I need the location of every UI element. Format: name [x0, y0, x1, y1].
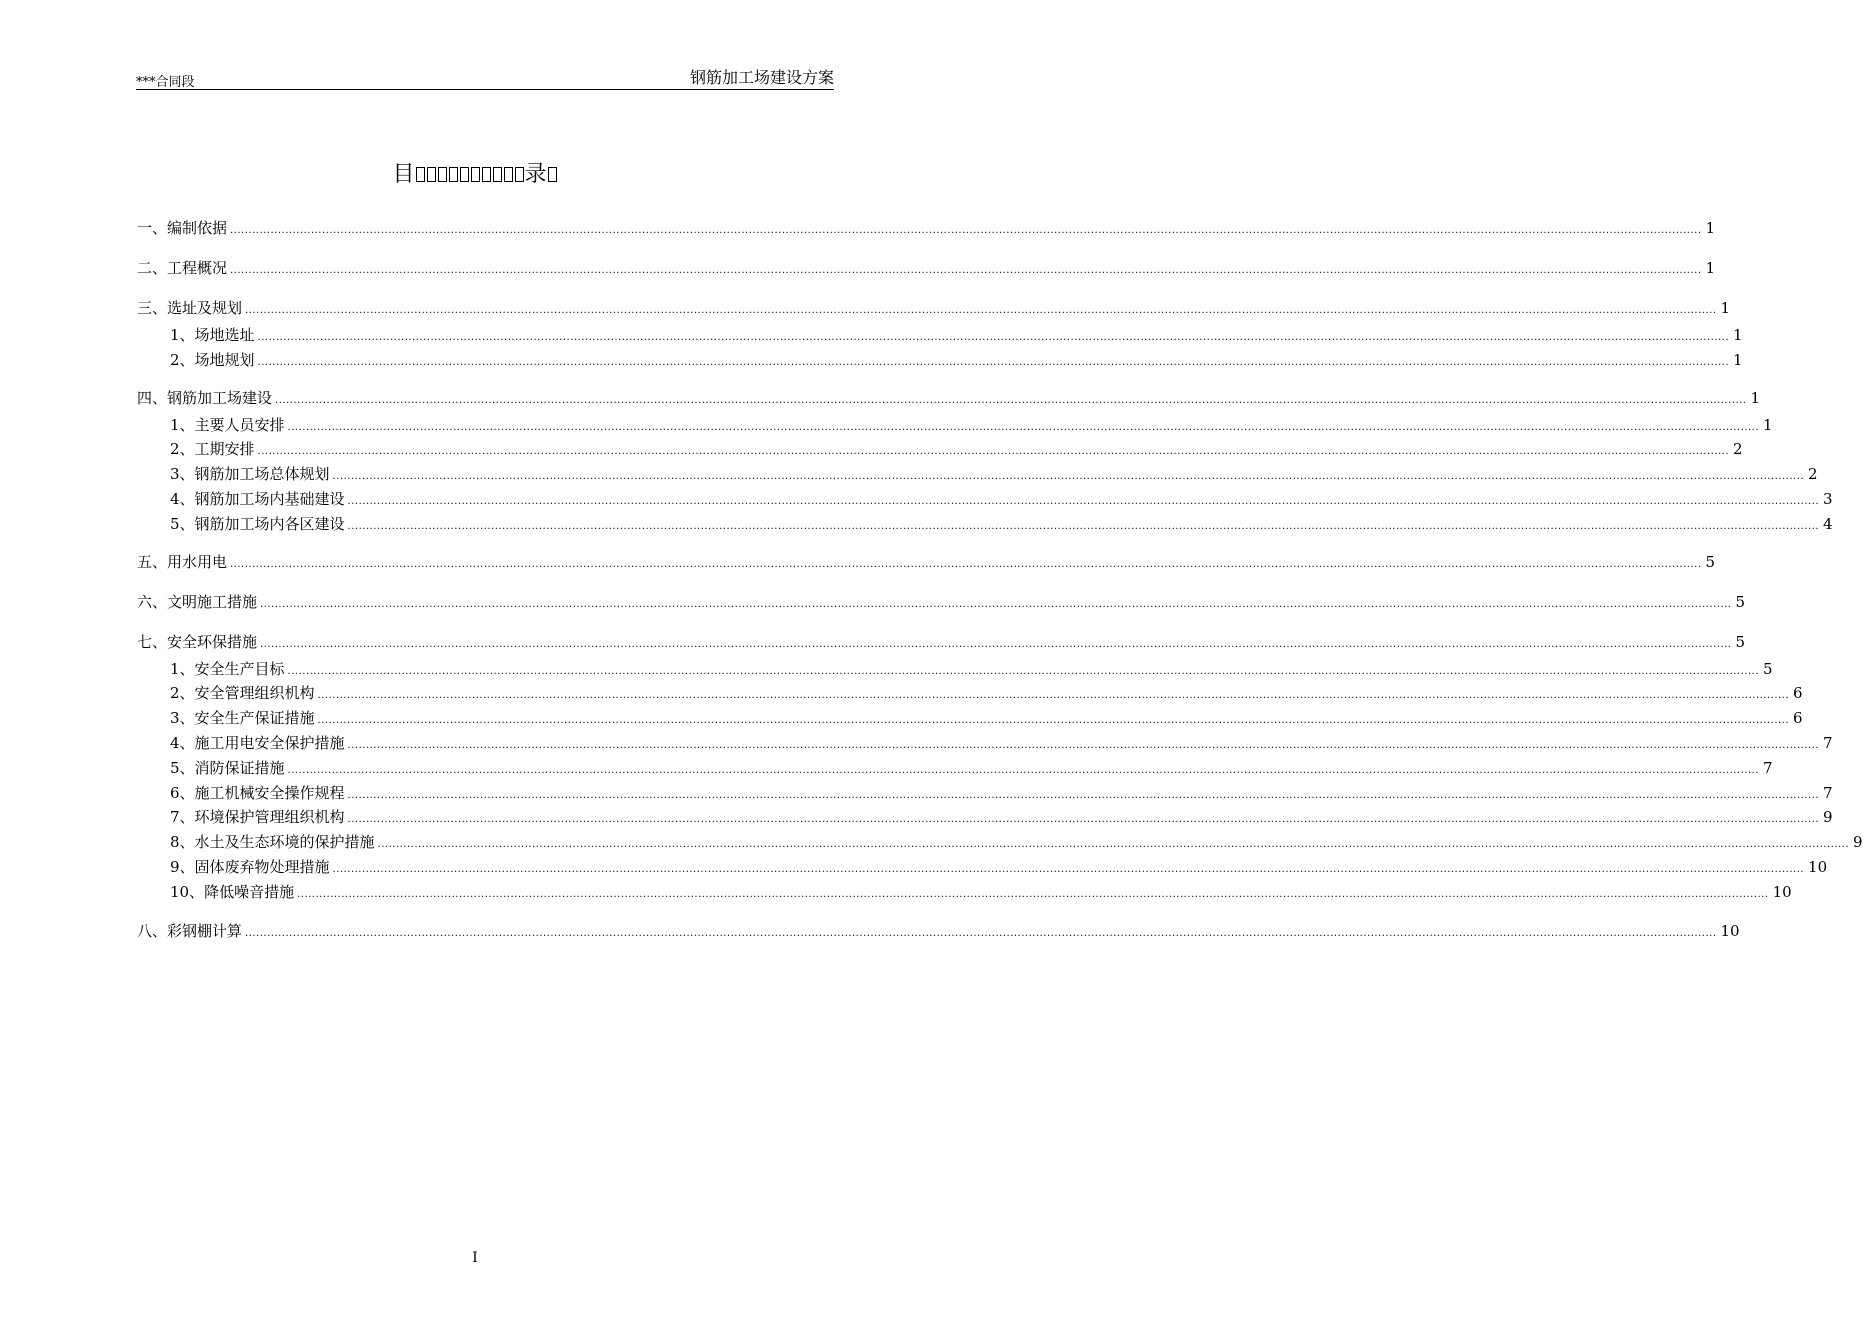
toc-entry[interactable]: [170, 732, 1833, 754]
toc-entry-label: 2、场地规划: [170, 351, 255, 369]
toc-leader-dots: ................................................................................................................................................................................................................................................................................................................................................................................................................: [230, 225, 1702, 236]
toc-entry-page: 6: [1793, 684, 1803, 702]
toc-entry-page: 1: [1705, 259, 1716, 277]
toc-entry-page: 5: [1735, 633, 1746, 651]
toc-entry-page: 10: [1772, 883, 1792, 901]
toc-leader-dots: ................................................................................................................................................................................................................................................................................................................................................................................................................: [287, 422, 1760, 433]
toc-entry[interactable]: [137, 551, 1716, 573]
toc-leader-dots: ................................................................................................................................................................................................................................................................................................................................................................................................................: [347, 496, 1820, 507]
toc-leader-dots: ................................................................................................................................................................................................................................................................................................................................................................................................................: [230, 559, 1702, 570]
toc-entry[interactable]: [170, 707, 1803, 729]
toc-entry-label: 9、固体废弃物处理措施: [170, 858, 330, 876]
toc-entry-label: 3、钢筋加工场总体规划: [170, 465, 330, 483]
toc-entry-page: 1: [1750, 389, 1761, 407]
toc-leader-dots: ................................................................................................................................................................................................................................................................................................................................................................................................................: [332, 864, 1805, 875]
toc-entry-page: 5: [1735, 593, 1746, 611]
toc-entry[interactable]: [137, 591, 1746, 613]
toc-entry[interactable]: [137, 257, 1716, 279]
toc-entry-page: 7: [1823, 734, 1833, 752]
page-number: I: [472, 1250, 478, 1266]
toc-entry-page: 10: [1720, 922, 1740, 940]
toc-entry-page: 1: [1705, 219, 1716, 237]
toc-entry-page: 1: [1720, 299, 1731, 317]
toc-entry[interactable]: [170, 414, 1773, 436]
toc-leader-dots: ................................................................................................................................................................................................................................................................................................................................................................................................................: [347, 740, 1820, 751]
toc-entry[interactable]: [170, 856, 1828, 878]
toc-leader-dots: ................................................................................................................................................................................................................................................................................................................................................................................................................: [257, 446, 1730, 457]
toc-entry-page: 10: [1808, 858, 1828, 876]
toc-entry-label: 3、安全生产保证措施: [170, 709, 315, 727]
toc-entry-label: 2、工期安排: [170, 440, 255, 458]
toc-entry-page: 5: [1763, 660, 1773, 678]
toc-entry-label: 4、施工用电安全保护措施: [170, 734, 345, 752]
toc-entry-label: 1、安全生产目标: [170, 660, 285, 678]
toc-entry[interactable]: [170, 463, 1818, 485]
toc-entry-label: 8、水土及生态环境的保护措施: [170, 833, 375, 851]
toc-entry[interactable]: [137, 297, 1731, 319]
toc-entry[interactable]: [170, 488, 1833, 510]
toc-entry-page: 5: [1705, 553, 1716, 571]
toc-entry[interactable]: [170, 757, 1773, 779]
toc-entry[interactable]: [170, 513, 1833, 535]
toc-title-last-char: 录: [524, 162, 547, 187]
toc-entry-label: 六、文明施工措施: [137, 593, 258, 611]
toc-entry[interactable]: [170, 831, 1863, 853]
toc-leader-dots: ................................................................................................................................................................................................................................................................................................................................................................................................................: [245, 305, 1717, 316]
header-section-name: ***合同段: [136, 75, 195, 90]
toc-leader-dots: ................................................................................................................................................................................................................................................................................................................................................................................................................: [260, 639, 1732, 650]
toc-title: [0, 157, 950, 188]
toc-entry-label: 五、用水用电: [137, 553, 228, 571]
toc-entry-label: 5、消防保证措施: [170, 759, 285, 777]
toc-title-first-char: 目: [392, 162, 415, 187]
toc-leader-dots: ................................................................................................................................................................................................................................................................................................................................................................................................................: [332, 471, 1805, 482]
toc-leader-dots: ................................................................................................................................................................................................................................................................................................................................................................................................................: [260, 599, 1732, 610]
toc-entry-label: 4、钢筋加工场内基础建设: [170, 490, 345, 508]
toc-leader-dots: ................................................................................................................................................................................................................................................................................................................................................................................................................: [287, 666, 1760, 677]
toc-entry-page: 1: [1733, 326, 1743, 344]
toc-leader-dots: ................................................................................................................................................................................................................................................................................................................................................................................................................: [317, 690, 1790, 701]
toc-leader-dots: ................................................................................................................................................................................................................................................................................................................................................................................................................: [245, 928, 1717, 939]
title-trailing-glyph: [548, 167, 557, 182]
toc-entry[interactable]: [137, 217, 1716, 239]
toc-entry-page: 3: [1823, 490, 1833, 508]
toc-leader-dots: ................................................................................................................................................................................................................................................................................................................................................................................................................: [347, 790, 1820, 801]
toc-entry[interactable]: [170, 782, 1833, 804]
title-spacer-glyphs: [415, 162, 525, 187]
toc-entry[interactable]: [170, 658, 1773, 680]
toc-entry[interactable]: [137, 387, 1761, 409]
toc-entry-label: 6、施工机械安全操作规程: [170, 784, 345, 802]
page-header: [136, 64, 834, 90]
toc-entry[interactable]: [170, 881, 1792, 903]
toc-entry-page: 2: [1808, 465, 1818, 483]
toc-entry[interactable]: [170, 324, 1743, 346]
toc-entry-label: 四、钢筋加工场建设: [137, 389, 273, 407]
toc-entry[interactable]: [137, 631, 1746, 653]
toc-leader-dots: ................................................................................................................................................................................................................................................................................................................................................................................................................: [257, 332, 1730, 343]
toc-entry[interactable]: [170, 349, 1743, 371]
toc-entry-page: 6: [1793, 709, 1803, 727]
toc-entry-label: 10、降低噪音措施: [170, 883, 295, 901]
toc-entry-label: 八、彩钢棚计算: [137, 922, 243, 940]
toc-leader-dots: ................................................................................................................................................................................................................................................................................................................................................................................................................: [377, 839, 1850, 850]
toc-leader-dots: ................................................................................................................................................................................................................................................................................................................................................................................................................: [230, 265, 1702, 276]
toc-entry-label: 七、安全环保措施: [137, 633, 258, 651]
toc-entry-label: 5、钢筋加工场内各区建设: [170, 515, 345, 533]
toc-entry-label: 2、安全管理组织机构: [170, 684, 315, 702]
header-document-title: 钢筋加工场建设方案: [689, 68, 834, 87]
toc-entry-page: 1: [1763, 416, 1773, 434]
toc-entry-label: 1、场地选址: [170, 326, 255, 344]
toc-entry-page: 1: [1733, 351, 1743, 369]
toc-entry[interactable]: [170, 682, 1803, 704]
toc-entry-page: 9: [1853, 833, 1863, 851]
toc-entry-label: 1、主要人员安排: [170, 416, 285, 434]
toc-entry-page: 7: [1763, 759, 1773, 777]
toc-entry-page: 4: [1823, 515, 1833, 533]
toc-leader-dots: ................................................................................................................................................................................................................................................................................................................................................................................................................: [347, 814, 1820, 825]
toc-entry-label: 7、环境保护管理组织机构: [170, 808, 345, 826]
toc-entry-page: 2: [1733, 440, 1743, 458]
toc-entry-label: 三、选址及规划: [137, 299, 243, 317]
toc-entry[interactable]: [137, 920, 1740, 942]
toc-leader-dots: ................................................................................................................................................................................................................................................................................................................................................................................................................: [257, 357, 1730, 368]
toc-entry-page: 9: [1823, 808, 1833, 826]
toc-entry[interactable]: [170, 806, 1833, 828]
toc-leader-dots: ................................................................................................................................................................................................................................................................................................................................................................................................................: [317, 715, 1790, 726]
toc-leader-dots: ................................................................................................................................................................................................................................................................................................................................................................................................................: [297, 889, 1769, 900]
toc-entry-page: 7: [1823, 784, 1833, 802]
toc-leader-dots: ................................................................................................................................................................................................................................................................................................................................................................................................................: [347, 521, 1820, 532]
toc-entry-label: 一、编制依据: [137, 219, 228, 237]
toc-leader-dots: ................................................................................................................................................................................................................................................................................................................................................................................................................: [275, 395, 1747, 406]
toc-entry[interactable]: [170, 438, 1743, 460]
toc-leader-dots: ................................................................................................................................................................................................................................................................................................................................................................................................................: [287, 765, 1760, 776]
toc-entry-label: 二、工程概况: [137, 259, 228, 277]
